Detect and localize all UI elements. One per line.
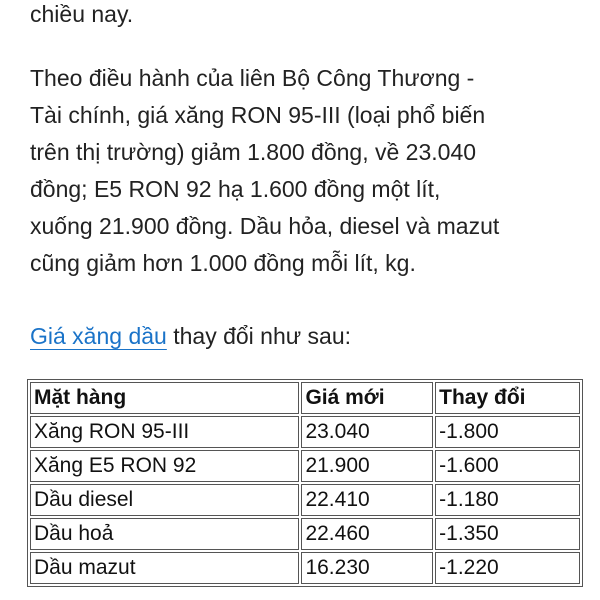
paragraph-line: đồng; E5 RON 92 hạ 1.600 đồng một lít,: [30, 176, 441, 202]
table-intro-text: thay đổi như sau:: [166, 323, 352, 349]
cell-new-price: 16.230: [301, 552, 433, 584]
header-change: Thay đổi: [435, 382, 580, 414]
cell-change: -1.800: [435, 416, 580, 448]
cell-change: -1.600: [435, 450, 580, 482]
paragraph-line: xuống 21.900 đồng. Dầu hỏa, diesel và mazut: [30, 213, 500, 239]
paragraph-line: trên thị trường) giảm 1.800 đồng, về 23.040: [30, 139, 477, 165]
paragraph-line: cũng giảm hơn 1.000 đồng mỗi lít, kg.: [30, 250, 416, 276]
previous-paragraph-fragment: chiều nay.: [30, 1, 134, 27]
cell-new-price: 23.040: [301, 416, 433, 448]
table-row: [30, 416, 580, 448]
cell-item: Dầu hoả: [30, 518, 299, 550]
article-paragraph: [30, 60, 590, 282]
header-new-price: Giá mới: [301, 382, 433, 414]
cell-new-price: 22.410: [301, 484, 433, 516]
table-header-row: [30, 382, 580, 414]
fuel-price-link[interactable]: Giá xăng dầu: [30, 323, 167, 349]
table-row: [30, 450, 580, 482]
cell-change: -1.350: [435, 518, 580, 550]
table-intro: [30, 318, 351, 355]
cell-item: Xăng E5 RON 92: [30, 450, 299, 482]
cell-item: Dầu mazut: [30, 552, 299, 584]
cell-change: -1.180: [435, 484, 580, 516]
paragraph-line: Tài chính, giá xăng RON 95-III (loại phổ biến: [30, 102, 486, 128]
paragraph-line: Theo điều hành của liên Bộ Công Thương -: [30, 65, 475, 91]
table-row: [30, 552, 580, 584]
header-item: Mặt hàng: [30, 382, 299, 414]
table-row: [30, 484, 580, 516]
table-row: [30, 518, 580, 550]
cell-new-price: 22.460: [301, 518, 433, 550]
cell-change: -1.220: [435, 552, 580, 584]
fuel-price-table: [27, 379, 583, 587]
cell-new-price: 21.900: [301, 450, 433, 482]
cell-item: Dầu diesel: [30, 484, 299, 516]
cell-item: Xăng RON 95-III: [30, 416, 299, 448]
